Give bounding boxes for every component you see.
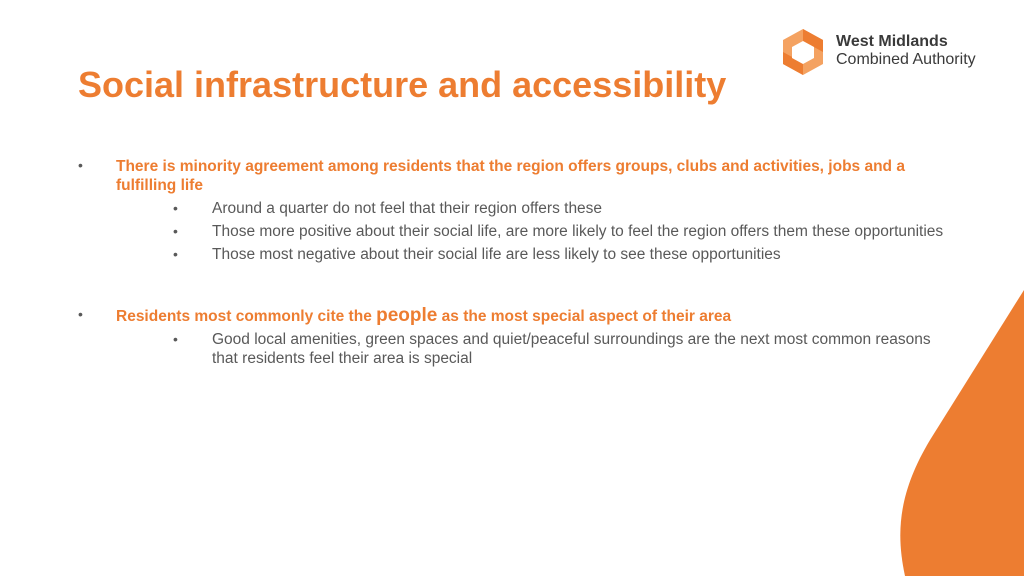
sub-bullet-text: Around a quarter do not feel that their region offers these	[212, 200, 603, 217]
sub-bullet-glyph: •	[173, 200, 178, 216]
logo	[778, 27, 1008, 77]
bullet-list	[78, 157, 958, 372]
bullet-item-1	[78, 157, 958, 264]
sub-bullet-list	[116, 330, 958, 368]
sub-bullet-item	[116, 199, 958, 218]
bullet-2-text-before: Residents most commonly cite the	[116, 308, 377, 325]
bullet-glyph: •	[78, 306, 83, 322]
bullet-2-text-after: as the most special aspect of their area	[437, 308, 732, 325]
sub-bullet-glyph: •	[173, 246, 178, 262]
sub-bullet-text: Good local amenities, green spaces and quiet/peaceful surroundings are the next most common reasons that residents feel their area is special	[212, 331, 931, 367]
bullet-2-emphasis: people	[376, 305, 438, 326]
bullet-1-text: There is minority agreement among residents that the region offers groups, clubs and activities, jobs and a fulfilling life	[116, 158, 905, 194]
logo-line-1: West Midlands	[836, 33, 948, 50]
logo-line-2: Combined Authority	[836, 51, 976, 68]
logo-text	[836, 33, 976, 69]
bullet-2-text	[116, 306, 958, 326]
sub-bullet-list	[116, 199, 958, 264]
hexagon-logo-icon	[778, 27, 828, 77]
sub-bullet-item	[116, 330, 958, 368]
bullet-glyph: •	[78, 157, 83, 173]
sub-bullet-glyph: •	[173, 331, 178, 347]
page-title: Social infrastructure and accessibility	[78, 64, 727, 105]
sub-bullet-text: Those more positive about their social life, are more likely to feel the region offers them these opportunities	[212, 223, 944, 240]
sub-bullet-item	[116, 245, 958, 264]
bullet-item-2	[78, 306, 958, 368]
sub-bullet-text: Those most negative about their social life are less likely to see these opportunities	[212, 246, 781, 263]
sub-bullet-item	[116, 222, 958, 241]
sub-bullet-glyph: •	[173, 223, 178, 239]
